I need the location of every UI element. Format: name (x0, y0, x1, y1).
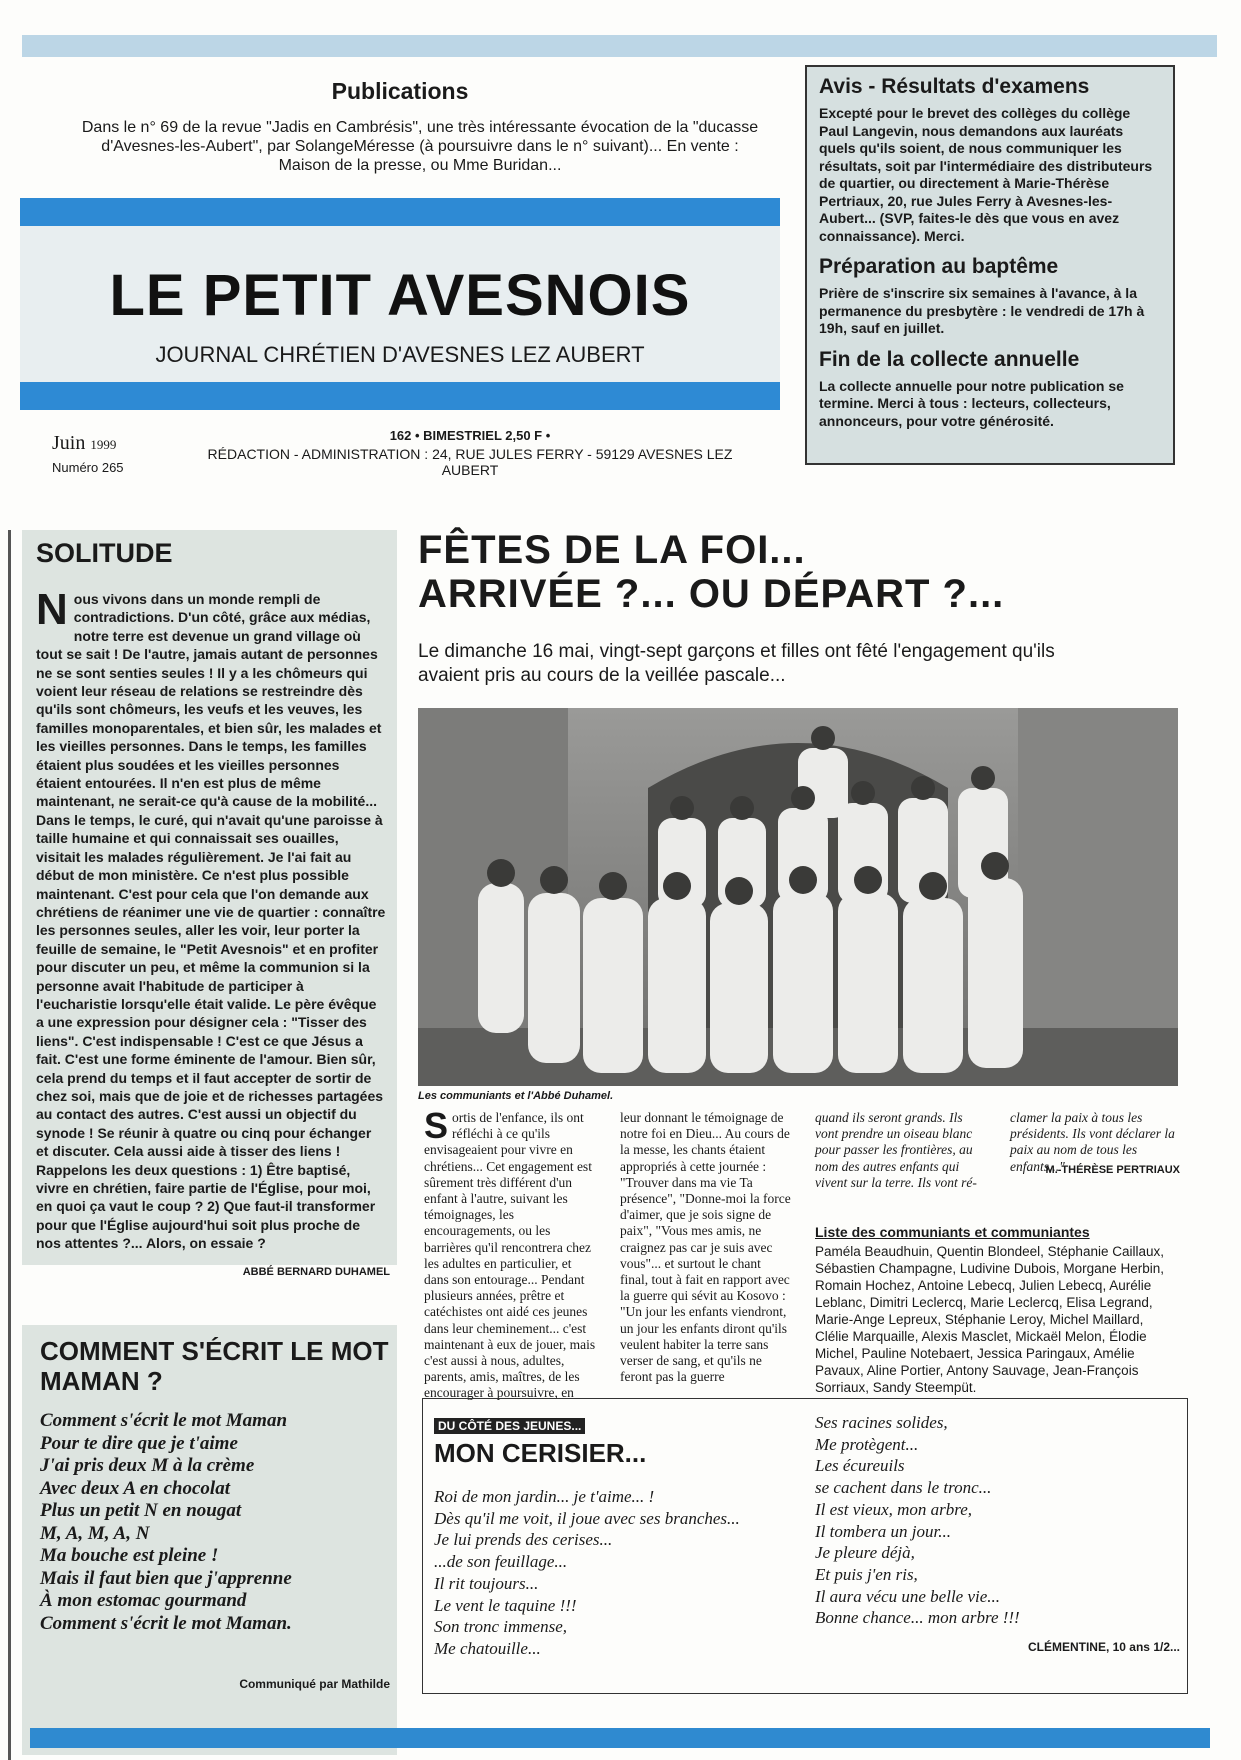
address-line: RÉDACTION - ADMINISTRATION : 24, RUE JULES FERRY - 59129 AVESNES LEZ AUBERT (207, 446, 733, 478)
photo-caption: Les communiants et l'Abbé Duhamel. (418, 1090, 614, 1102)
cerisier-poem-column-2 (815, 1412, 1175, 1629)
solitude-signature: ABBÉ BERNARD DUHAMEL (242, 1266, 390, 1278)
poem-line: ...de son feuillage... (434, 1552, 568, 1572)
masthead-title: LE PETIT AVESNOIS (109, 263, 691, 328)
poem-line: se cachent dans le tronc... (815, 1478, 992, 1498)
poem-line: Le vent le taquine !!! (434, 1595, 577, 1615)
bottom-color-band (30, 1728, 1210, 1748)
issue-month: Juin (52, 432, 86, 454)
article-column-1 (424, 1105, 596, 1402)
poem-line: Son tronc immense, (434, 1617, 567, 1637)
article-col1-text: ortis de l'enfance, ils ont réfléchi à ce qu'ils envisageaient pour vivre en chrétiens... Cet engagement est sûrement très différent d'un enfant à l'autre, suivant les témoignages, les encouragements, ou les barrières qu'il rencontrera chez les adultes en particulier, et dans son entourage... Pendant plusieurs années, prêtre et catéchistes ont aidé ces jeunes dans leur cheminement... c'est maintenant à eux de jouer, mais c'est aussi à nous, adultes, parents, amis, maîtres, de les encourager à poursuivre, en (424, 1110, 596, 1401)
poem-line: Avec deux A en chocolat (40, 1477, 230, 1499)
issue-year: 1999 (90, 437, 117, 452)
poem-line: Il aura vécu une belle vie... (815, 1586, 1001, 1606)
poem-line: Il rit toujours... (434, 1573, 539, 1593)
poem-line: Plus un petit N en nougat (40, 1500, 242, 1521)
solitude-body (36, 585, 386, 1253)
poem-line: Bonne chance... mon arbre !!! (815, 1608, 1020, 1628)
headline-line-1: FÊTES DE LA FOI... (418, 528, 806, 572)
communicants-list-title: Liste des communiants et communiantes (815, 1224, 1090, 1240)
poem-line: Ma bouche est pleine ! (40, 1545, 219, 1566)
poem-line: Et puis j'en ris, (815, 1564, 918, 1584)
poem-line: Me protègent... (815, 1434, 919, 1454)
collecte-text: La collecte annuelle pour notre publication se termine. Merci à tous : lecteurs, collecteurs, annonceurs, pour votre générosité. (819, 377, 1124, 429)
announcements-box (805, 65, 1175, 465)
headline-line-2: ARRIVÉE ?... OU DÉPART ?... (418, 572, 1005, 616)
poem-line: J'ai pris deux M à la crème (40, 1455, 255, 1476)
article-column-2: leur donnant le témoignage de notre foi en Dieu... Au cours de la messe, les chants étaient appropriés à cette journée : "Trouver dans ma vie Ta présence", "Donne-moi la force d'aimer, que je sois signe de paix", "Vous mes amis, ne craignez pas car je suis avec vous"... et surtout le chant final, tout à fait en rapport avec la guerre qui sévit au Kosovo : "Un jour les enfants viendront, un jour les enfants diront qu'ils veulent habiter la terre sans verser de sang, et qu'ils ne feront pas la guerre (620, 1110, 791, 1385)
article-headline (418, 528, 1208, 616)
top-color-band (22, 35, 1217, 57)
masthead-top-band (20, 198, 780, 226)
cerisier-poem-column-1 (434, 1486, 794, 1660)
issue-number: Numéro 265 (52, 460, 124, 475)
cerisier-title: MON CERISIER... (434, 1438, 647, 1468)
article-column-3: quand ils seront grands. Ils vont prendre un oiseau blanc pour passer les frontières, au nom des autres enfants qui vivent sur la terre. Ils vont ré- (815, 1110, 977, 1190)
masthead-bottom-band (20, 382, 780, 410)
article-signature: M.-THÉRÈSE PERTRIAUX (1045, 1164, 1180, 1176)
article-lead: Le dimanche 16 mai, vingt-sept garçons et filles ont fêté l'engagement qu'ils avaient pris au cours de la veillée pascale... (418, 641, 1055, 686)
article-column-4: clamer la paix à tous les présidents. Ils vont déclarer la paix au nom de tous les enfants..." (1010, 1110, 1175, 1174)
avis-text: Excepté pour le brevet des collèges du collège Paul Langevin, nous demandons aux lauréats quels qu'ils soient, de nous communiquer les résultats, soit par l'intermédiaire des distributeurs de quartier, ou directement à Marie-Thérèse Pertriaux, 20, rue Jules Ferry à Avesnes-les-Aubert... (SVP, faites-le dès que vous en avez connaissance). Merci. (819, 105, 1153, 244)
maman-poem (40, 1410, 390, 1635)
price-line: 162 • BIMESTRIEL 2,50 F • (389, 428, 551, 443)
poem-line: Les écureuils (815, 1456, 905, 1476)
publications-text: Dans le n° 69 de la revue "Jadis en Cambrésis", une très intéressante évocation de la "ducasse d'Avesnes-les-Aubert", par SolangeMéresse (à poursuivre dans le n° suivant)... En vente : Maison de la presse, ou Mme Buridan... (81, 119, 759, 174)
cerisier-signature: CLÉMENTINE, 10 ans 1/2... (1027, 1640, 1180, 1654)
maman-signature: Communiqué par Mathilde (239, 1677, 390, 1691)
collecte-title: Fin de la collecte annuelle (819, 347, 1080, 371)
solitude-text: ous vivons dans un monde rempli de contradictions. D'un côté, grâce aux médias, notre terre est devenue un grand village où tout se sait ! De l'autre, jamais autant de personnes ne se sont senties seules ! Il y a les chômeurs qui voient leur réseau de relations se restreindre dès qu'ils sont chômeurs, les veufs et les veuves, les familles monoparentales, et bien sûr, les malades et les vieilles personnes. Dans le temps, les familles étaient plus soudées et les vieilles personnes étaient entourées. Il n'en est plus de même maintenant, ne serait-ce qu'à cause de la mobilité... Dans le temps, le curé, qui n'avait qu'une paroisse à taille humaine et qui connaissait ses ouailles, visitait les malades régulièrement. Je l'ai fait au début de mon ministère. Ce n'est plus possible maintenant. C'est pour cela que l'on demande aux chrétiens de réanimer une vie de quartier : connaître les personnes seules, aller les voir, leur porter la feuille de semaine, le "Petit Avesnois" et en profiter pour discuter un peu, et même la communion si la personne avait l'habitude de participer à l'eucharistie lorsqu'elle était valide. Le père évêque a une expression pour désigner cela : "Tisser des liens". C'est indispensable ! C'est ce que Jésus a fait. C'est une forme éminente de l'amour. Bien sûr, cela prend du temps et il faut accepter de sortir de chez soi, mais que de joie et de richesses partagées au contact des autres. C'est aussi un objectif du synode ! Se réunir à quatre ou cinq pour échanger et discuter. Cela aussi aide à tisser des liens ! Rappelons les deux questions : 1) Être baptisé, vivre en chrétien, faire partie de l'Église, pour moi, en quoi ça vaut le coup ? 2) Que faut-il transformer pour que l'Église aujourd'hui soit plus proche de nos attentes ?... Alors, on essaie ? (36, 591, 386, 1252)
poem-line: Roi de mon jardin... je t'aime... ! (434, 1487, 655, 1506)
masthead-subtitle: JOURNAL CHRÉTIEN D'AVESNES LEZ AUBERT (155, 342, 645, 367)
communicants-photo (418, 708, 1178, 1086)
poem-line: Ses racines solides, (815, 1413, 948, 1432)
photo-illustration (418, 708, 1178, 1086)
poem-line: Comment s'écrit le mot Maman (40, 1410, 288, 1431)
article-dropcap: S (424, 1105, 449, 1146)
poem-line: Il est vieux, mon arbre, (815, 1499, 973, 1519)
bapteme-title: Préparation au baptême (819, 255, 1059, 278)
poem-line: Je pleure déjà, (815, 1543, 915, 1563)
poem-line: Mais il faut bien que j'apprenne (40, 1567, 292, 1589)
publications-title: Publications (331, 78, 469, 104)
poem-line: Il tombera un jour... (815, 1521, 951, 1541)
poem-line: À mon estomac gourmand (40, 1590, 247, 1611)
issue-date (52, 432, 116, 455)
poem-line: Pour te dire que je t'aime (40, 1432, 238, 1454)
avis-title: Avis - Résultats d'examens (819, 75, 1090, 98)
solitude-dropcap: N (36, 585, 68, 634)
poem-line: Comment s'écrit le mot Maman. (40, 1612, 292, 1634)
bapteme-text: Prière de s'inscrire six semaines à l'avance, à la permanence du presbytère : le vendredi de 17h à 19h, sauf en juillet. (819, 285, 1145, 336)
jeunes-tag: DU CÔTÉ DES JEUNES... (434, 1418, 585, 1434)
maman-title: COMMENT S'ÉCRIT LE MOT MAMAN ? (40, 1336, 389, 1396)
solitude-title: SOLITUDE (36, 538, 173, 568)
poem-line: Me chatouille... (434, 1638, 541, 1658)
left-margin-rule (8, 530, 11, 1760)
communicants-list: Paméla Beaudhuin, Quentin Blondeel, Stéphanie Caillaux, Sébastien Champagne, Ludivine Dubois, Morgane Herbin, Romain Hochez, Antoine Lebecq, Julien Lebecq, Aurélie Leblanc, Dimitri Leclercq, Marie Leclercq, Elisa Legrand, Marie-Ange Lepreux, Stéphanie Leroy, Michel Maillard, Clélie Marquaille, Alexis Masclet, Mickaël Melon, Élodie Michel, Pauline Notebaert, Jessica Paringaux, Amélie Pavaux, Aline Portier, Antony Sauvage, Jean-François Sorriaux, Sandy Steempüt. (815, 1244, 1164, 1395)
poem-line: Je lui prends des cerises... (434, 1530, 613, 1550)
poem-line: Dès qu'il me voit, il joue avec ses branches... (434, 1508, 740, 1528)
poem-line: M, A, M, A, N (40, 1522, 150, 1544)
